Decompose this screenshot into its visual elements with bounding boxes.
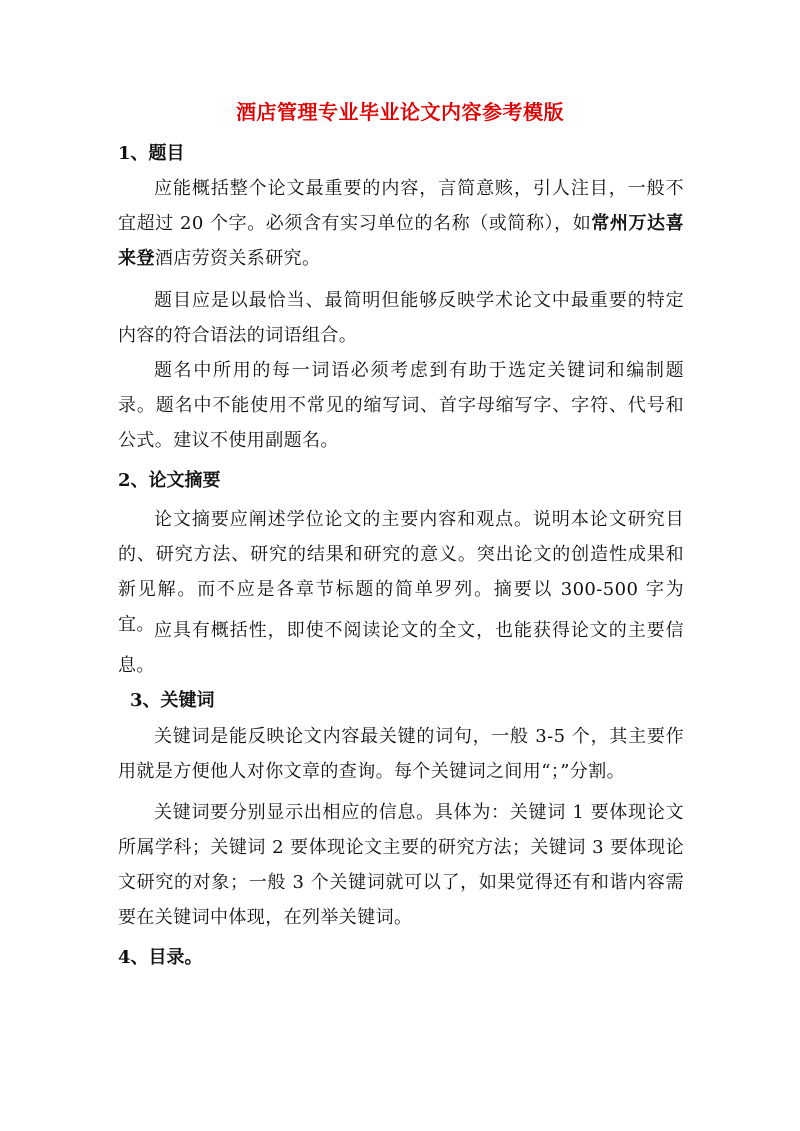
paragraph-abstract-generality: 应具有概括性，即使不阅读论文的全文，也能获得论文的主要信息。 <box>118 620 684 676</box>
paragraph-abstract-content: 论文摘要应阐述学位论文的主要内容和观点。说明本论文研究目的、研究方法、研究的结果和研究的意义。突出论文的创造性成果和新见解。而不应是各章节标题的简单罗列。摘要以 300-500 字为宜。 <box>118 509 684 635</box>
paragraph-topic-wording: 题目应是以最恰当、最简明但能够反映学术论文中最重要的特定内容的符合语法的词语组合。 <box>118 290 684 346</box>
paragraph-topic-summary-tail: 酒店劳资关系研究。 <box>154 248 321 269</box>
document-title: 酒店管理专业毕业论文内容参考模版 <box>236 100 564 124</box>
example-company-name: 常州万达喜来登 <box>118 213 685 269</box>
section-heading-toc: 4、目录。 <box>118 947 203 968</box>
section-heading-abstract: 2、论文摘要 <box>118 470 221 491</box>
paragraph-topic-keywords: 题名中所用的每一词语必须考虑到有助于选定关键词和编制题录。题名中不能使用不常见的缩写词、首字母缩写字、字符、代号和公式。建议不使用副题名。 <box>118 360 684 451</box>
paragraph-keywords-details: 关键词要分别显示出相应的信息。具体为：关键词 1 要体现论文所属学科；关键词 2 要体现论文主要的研究方法；关键词 3 要体现论文研究的对象；一般 3 个关键词就可以了，如果觉得还有和谐内容需要在关键词中体现，在列举关键词。 <box>118 802 684 928</box>
paragraph-topic-summary <box>118 171 684 276</box>
section-heading-keywords: 3、关键词 <box>130 690 215 711</box>
paragraph-topic-summary-text: 应能概括整个论文最重要的内容，言简意赅，引人注目，一般不宜超过 20 个字。必须含有实习单位的名称（或简称），如 <box>118 178 684 234</box>
section-heading-topic: 1、题目 <box>118 143 185 164</box>
paragraph-keywords-definition: 关键词是能反映论文内容最关键的词句，一般 3-5 个，其主要作用就是方便他人对你文章的查询。每个关键词之间用“；”分割。 <box>118 726 684 782</box>
